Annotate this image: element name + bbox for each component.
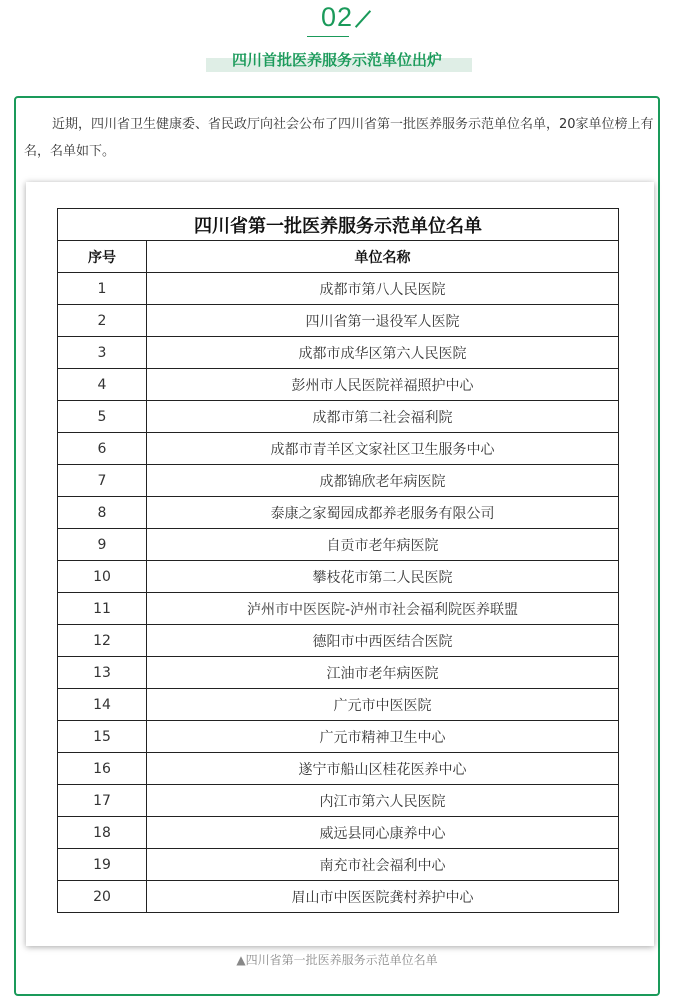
table-row [58, 657, 619, 689]
row-number: 9 [58, 529, 147, 561]
row-unit-name: 成都市成华区第六人民医院 [147, 337, 619, 369]
table-row [58, 497, 619, 529]
table-row [58, 593, 619, 625]
table-row [58, 817, 619, 849]
row-number: 7 [58, 465, 147, 497]
table-row [58, 369, 619, 401]
row-unit-name: 泸州市中医医院-泸州市社会福利院医养联盟 [147, 593, 619, 625]
row-number: 18 [58, 817, 147, 849]
table-header-row [58, 241, 619, 273]
table-row [58, 305, 619, 337]
row-number: 14 [58, 689, 147, 721]
table-row [58, 273, 619, 305]
row-number: 19 [58, 849, 147, 881]
row-unit-name: 四川省第一退役军人医院 [147, 305, 619, 337]
row-number: 6 [58, 433, 147, 465]
row-unit-name: 自贡市老年病医院 [147, 529, 619, 561]
row-unit-name: 威远县同心康养中心 [147, 817, 619, 849]
section-title: 四川首批医养服务示范单位出炉 [231, 51, 442, 69]
header-unit-name: 单位名称 [147, 241, 619, 273]
row-unit-name: 广元市中医医院 [147, 689, 619, 721]
table-row [58, 529, 619, 561]
row-number: 3 [58, 337, 147, 369]
table-row [58, 465, 619, 497]
intro-paragraph: 近期，四川省卫生健康委、省民政厅向社会公布了四川省第一批医养服务示范单位名单，20家单位榜上有名，名单如下。 [24, 117, 654, 159]
row-number: 15 [58, 721, 147, 753]
table-row [58, 689, 619, 721]
row-number: 13 [58, 657, 147, 689]
row-number: 12 [58, 625, 147, 657]
table-row [58, 881, 619, 913]
table-row [58, 625, 619, 657]
table-row [58, 337, 619, 369]
row-number: 11 [58, 593, 147, 625]
table-row [58, 785, 619, 817]
row-number: 2 [58, 305, 147, 337]
row-unit-name: 攀枝花市第二人民医院 [147, 561, 619, 593]
row-unit-name: 德阳市中西医结合医院 [147, 625, 619, 657]
table-title-row [58, 209, 619, 241]
row-unit-name: 成都市第八人民医院 [147, 273, 619, 305]
row-number: 16 [58, 753, 147, 785]
image-caption: ▲四川省第一批医养服务示范单位名单 [236, 953, 438, 967]
unit-list-table [57, 208, 619, 913]
row-number: 1 [58, 273, 147, 305]
table-row [58, 849, 619, 881]
table-row [58, 561, 619, 593]
section-number: 02 [320, 2, 354, 32]
row-number: 20 [58, 881, 147, 913]
row-unit-name: 江油市老年病医院 [147, 657, 619, 689]
row-number: 10 [58, 561, 147, 593]
row-unit-name: 眉山市中医医院龚村养护中心 [147, 881, 619, 913]
table-row [58, 721, 619, 753]
row-unit-name: 内江市第六人民医院 [147, 785, 619, 817]
table-row [58, 433, 619, 465]
table-row [58, 401, 619, 433]
row-number: 17 [58, 785, 147, 817]
row-number: 8 [58, 497, 147, 529]
number-underline [307, 36, 349, 37]
row-unit-name: 泰康之家蜀园成都养老服务有限公司 [147, 497, 619, 529]
header-number: 序号 [58, 241, 147, 273]
row-unit-name: 成都市第二社会福利院 [147, 401, 619, 433]
row-unit-name: 彭州市人民医院祥福照护中心 [147, 369, 619, 401]
row-unit-name: 广元市精神卫生中心 [147, 721, 619, 753]
row-unit-name: 遂宁市船山区桂花医养中心 [147, 753, 619, 785]
table-row [58, 753, 619, 785]
table-title: 四川省第一批医养服务示范单位名单 [58, 209, 619, 241]
row-unit-name: 成都市青羊区文家社区卫生服务中心 [147, 433, 619, 465]
row-number: 4 [58, 369, 147, 401]
row-unit-name: 南充市社会福利中心 [147, 849, 619, 881]
row-unit-name: 成都锦欣老年病医院 [147, 465, 619, 497]
row-number: 5 [58, 401, 147, 433]
